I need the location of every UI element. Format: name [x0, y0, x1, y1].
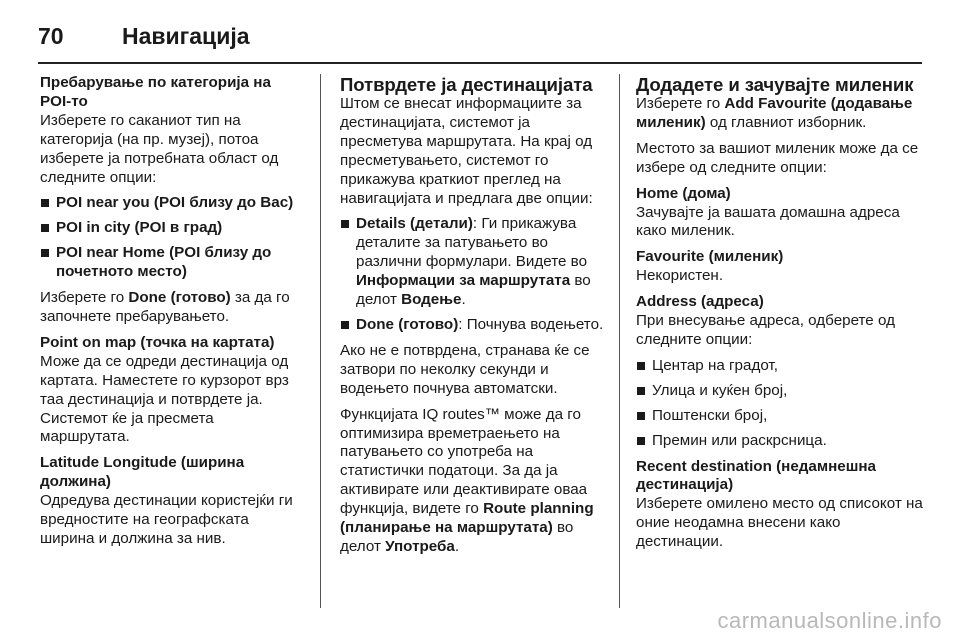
- section-text: Ако не е потврдена, странава ќе се затвори по неколку секунди и водењето почнува автоматски.: [340, 341, 590, 397]
- column-1: [40, 74, 306, 556]
- page-number: 70: [38, 22, 64, 49]
- subsection-title-recent: Recent destination (недамнешна дестинација): [636, 457, 876, 494]
- confirm-options-list: [340, 215, 608, 334]
- column-2: [340, 74, 608, 564]
- column-3: [636, 74, 926, 559]
- bullet-icon: [637, 412, 645, 420]
- section-text: Изберете го Done (готово) за да го започнете пребарувањето.: [40, 289, 290, 325]
- section-text: Некористен.: [636, 267, 724, 285]
- bullet-icon: [41, 199, 49, 207]
- list-item: POI near you (POI близу до Вас): [40, 194, 306, 213]
- poi-options-list: [40, 194, 306, 282]
- subsection-title-home: Home (дома): [636, 184, 731, 202]
- list-item: POI in city (POI в град): [40, 219, 306, 238]
- list-item: Центар на градот,: [636, 357, 926, 376]
- section-text: Изберете го Add Favourite (додавање миленик) од главниот изборник.: [636, 95, 913, 131]
- section-text: Изберете омилено место од списокот на оние неодамна внесени како дестинации.: [636, 495, 923, 551]
- section-text: Зачувајте ја вашата домашна адреса како миленик.: [636, 203, 900, 240]
- subsection-title-address: Address (адреса): [636, 293, 764, 311]
- subsection-title-favourite: Favourite (миленик): [636, 248, 784, 266]
- bullet-icon: [341, 321, 349, 329]
- section-title-poi-category: Пребарување по категорија на POI-то: [40, 74, 271, 110]
- section-text: Изберете го саканиот тип на категорија (на пр. музеј), потоа изберете ја потребната област од следните опции:: [40, 111, 279, 186]
- bullet-icon: [637, 437, 645, 445]
- list-item: Поштенски број,: [636, 407, 926, 426]
- bullet-icon: [41, 224, 49, 232]
- header-divider: [38, 62, 922, 64]
- list-item: Улица и куќен број,: [636, 382, 926, 401]
- list-item: Details (детали): Ги прикажува деталите за патувањето во различни формулари. Видете во Информации за маршрутата во делот Водење.: [340, 215, 608, 310]
- list-item: POI near Home (POI близу до почетното место): [40, 244, 306, 282]
- page-title: Навигација: [122, 22, 250, 49]
- section-title-add-favourite: Додадете и зачувајте миленик: [636, 74, 914, 95]
- section-text: Местото за вашиот миленик може да се избере од следните опции:: [636, 139, 919, 176]
- column-divider-2: [619, 74, 620, 608]
- section-text: Може да се одреди дестинација од картата. Наместете го курзорот врз таа дестинација и потврдете ја. Системот ќе ја пресмета маршрутата.: [40, 352, 289, 446]
- page-header: [38, 14, 922, 58]
- list-item: Премин или раскрсница.: [636, 432, 926, 451]
- bullet-icon: [41, 249, 49, 257]
- section-title-confirm-destination: Потврдете ја дестинацијата: [340, 74, 593, 95]
- section-title-lat-long: Latitude Longitude (ширина должина): [40, 454, 245, 491]
- bullet-icon: [637, 362, 645, 370]
- address-options-list: [636, 357, 926, 451]
- column-divider-1: [320, 74, 321, 608]
- section-title-point-on-map: Point on map (точка на картата): [40, 333, 275, 351]
- watermark: carmanualsonline.info: [717, 608, 942, 633]
- section-text: Функцијата IQ routes™ може да го оптимизира времетраењето на патувањето со употреба на статистички податоци. За да ја активирате или деактивирате оваа функција, видете го Route planning (планирање на маршрутата) во делот Употреба.: [340, 405, 594, 555]
- section-text: Одредува дестинации користејќи ги вредностите на географската ширина и должина за нив.: [40, 492, 293, 547]
- bullet-icon: [637, 387, 645, 395]
- section-text: Штом се внесат информациите за дестинацијата, системот ја пресметува маршрутата. На крај од пресметувањето, системот го прикажува краткиот преглед на навигацијата и предлага две опции:: [340, 95, 593, 207]
- list-item: Done (готово): Почнува водењето.: [340, 316, 608, 335]
- bullet-icon: [341, 220, 349, 228]
- section-text: При внесување адреса, одберете од следните опции:: [636, 312, 895, 348]
